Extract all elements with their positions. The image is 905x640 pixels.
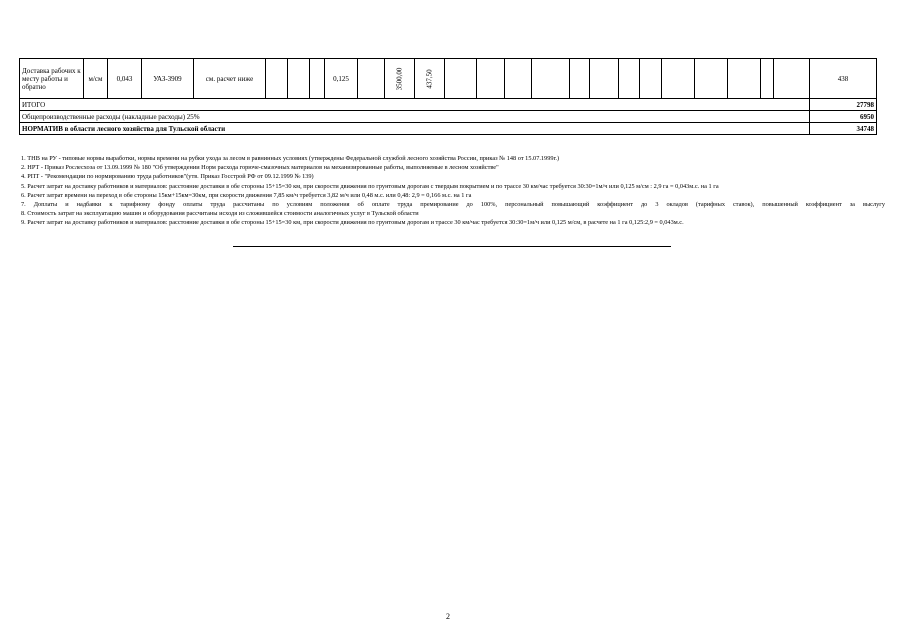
value2-text: 3500,00	[395, 67, 404, 90]
unit-cell: м/см	[84, 59, 108, 99]
empty-cell	[640, 59, 662, 99]
row-total-cell: 438	[810, 59, 877, 99]
value2-cell	[385, 59, 415, 99]
value1-cell: 0,125	[325, 59, 358, 99]
empty-cell	[310, 59, 325, 99]
table-row-delivery	[20, 59, 877, 99]
footnote-2: 2. НРТ - Приказ Рослесхоза от 13.09.1999 № 180 "Об утверждении Норм расхода горюче-смазочных материалов на механизированные работы, выполняемые в лесном хозяйстве"	[21, 164, 499, 172]
norm-value: 34748	[810, 123, 877, 135]
itogo-value: 27798	[810, 99, 877, 111]
empty-cell	[266, 59, 288, 99]
separator-line	[233, 246, 671, 247]
table-row-overhead	[20, 111, 877, 123]
empty-cell	[774, 59, 810, 99]
empty-cell	[358, 59, 385, 99]
footnote-5: 5. Расчет затрат на доставку работников и материалов: расстояние доставки в обе стороны 15+15=30 км, при скорости движения по грунтовым дорогам с твердым покрытием и по трассе 30 км/час требуется 30:30=1м/ч или 0,125 м/см : 2,9 га = 0,043м.с. на 1 га	[21, 182, 719, 190]
empty-cell	[761, 59, 774, 99]
norm-cell: 0,043	[108, 59, 142, 99]
footnote-6: 6. Расчет затрат времени на переход в обе стороны 15км+15км=30км, при скорости движения 7,85 км/ч требуется 3,82 м/ч или 0,48 м.с. или 0,48: 2,9 = 0,166 м.с. на 1 га	[21, 191, 472, 199]
itogo-label: ИТОГО	[20, 99, 810, 111]
overhead-label: Общепроизводственные расходы (накладные расходы) 25%	[20, 111, 810, 123]
empty-cell	[590, 59, 619, 99]
empty-cell	[662, 59, 695, 99]
empty-cell	[728, 59, 761, 99]
footnote-7: 7. Доплаты и надбавки к тарифному фонду оплаты труда рассчитаны по условиям положения об оплате труда премирование до 100%, персональный повышающий коэффициент до 3 окладов (тарифных ставок), повышенный коэффициент за выслугу	[21, 201, 885, 209]
norm-label: НОРМАТИВ в области лесного хозяйства для Тульской области	[20, 123, 810, 135]
table-row-norm	[20, 123, 877, 135]
note-cell: см. расчет ниже	[194, 59, 266, 99]
empty-cell	[619, 59, 640, 99]
empty-cell	[288, 59, 310, 99]
empty-cell	[695, 59, 728, 99]
empty-cell	[532, 59, 570, 99]
value3-cell	[415, 59, 445, 99]
footnotes	[21, 154, 891, 228]
empty-cell	[570, 59, 590, 99]
footnote-8: 8. Стоимость затрат на эксплуатацию машин и оборудования рассчитаны исходя из сложившейся стоимости аналогичных услуг в Тульской области	[21, 210, 419, 218]
cost-table	[19, 58, 877, 135]
value3-text: 437,50	[425, 68, 434, 89]
empty-cell	[477, 59, 505, 99]
footnote-4: 4. РПТ - "Рекомендации по нормированию труда работников"(утв. Приказ Госстрой РФ от 09.12.1999 № 139)	[21, 173, 314, 181]
overhead-value: 6950	[810, 111, 877, 123]
machine-cell: УАЗ-3909	[142, 59, 194, 99]
page-number: 2	[446, 612, 450, 621]
row-name-cell: Доставка рабочих к месту работы и обратно	[20, 59, 84, 99]
footnote-1: 1. ТНВ на РУ - типовые нормы выработки, нормы времени на рубки ухода за лесом в равнинных условиях (утверждены Федеральной службой лесного хозяйства России, приказ № 148 от 15.07.1999г.)	[21, 155, 560, 162]
empty-cell	[445, 59, 477, 99]
empty-cell	[505, 59, 532, 99]
footnote-9: 9. Расчет затрат на доставку работников и материалов: расстояние доставки в обе стороны 15+15=30 км, при скорости движения по грунтовым дорогам и трассе 30 км/час требуется 30:30=1м/ч или 0,125 м/см, в расчете на 1 га 0,125:2,9 = 0,043м.с.	[21, 219, 684, 227]
table-row-itogo	[20, 99, 877, 111]
